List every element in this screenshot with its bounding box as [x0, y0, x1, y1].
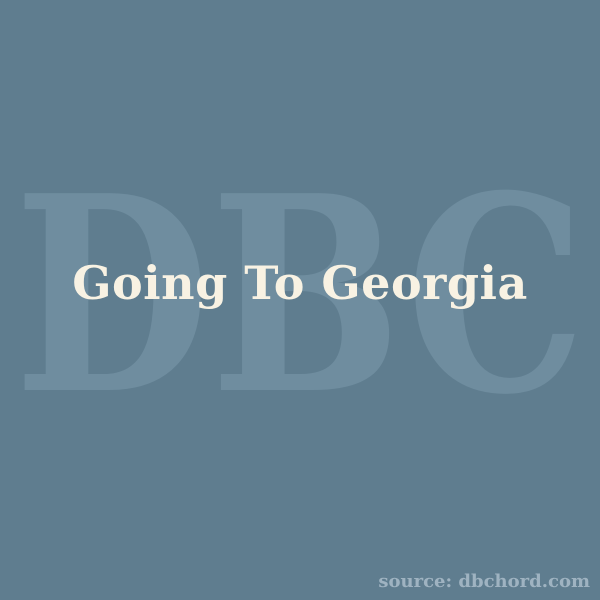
source-credit: source: dbchord.com — [378, 571, 590, 592]
dbc-watermark-text: DBC — [14, 150, 586, 450]
song-title: Going To Georgia — [72, 256, 528, 310]
